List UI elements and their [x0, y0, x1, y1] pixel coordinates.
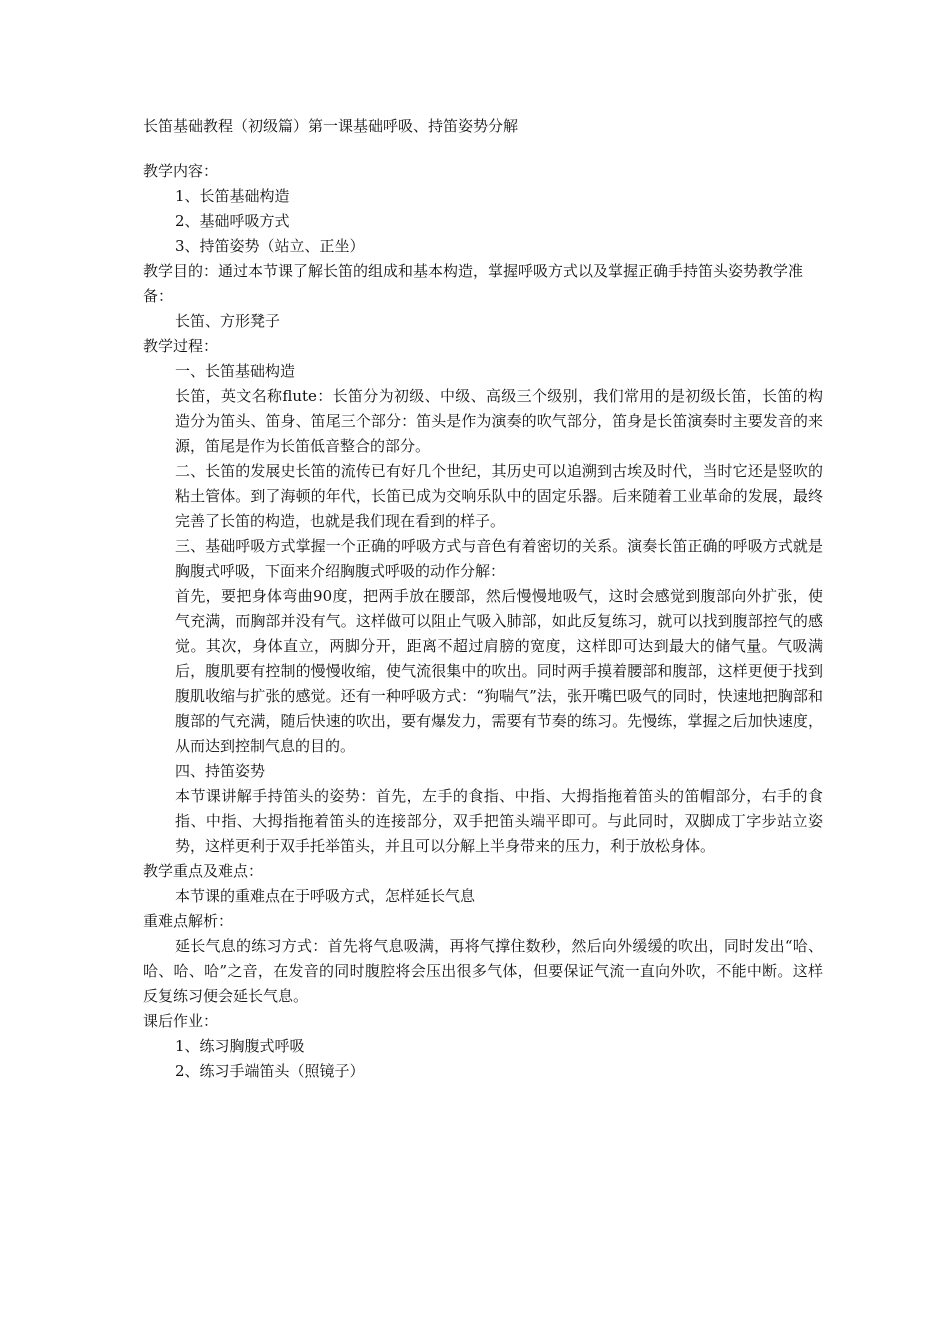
content-item: 3、持笛姿势（站立、正坐）	[175, 237, 365, 255]
content-item: 1、长笛基础构造	[175, 187, 290, 205]
process-heading: 教学过程：	[143, 337, 219, 355]
key-points-body: 本节课的重难点在于呼吸方式，怎样延长气息	[175, 887, 476, 905]
section-3-body: 三、基础呼吸方式掌握一个正确的呼吸方式与音色有着密切的关系。演奏长笛正确的呼吸方式就是胸腹式呼吸，下面来介绍胸腹式呼吸的动作分解：	[175, 537, 823, 580]
spacer	[143, 139, 823, 159]
document-page	[143, 114, 823, 1084]
section-2-body: 二、长笛的发展史长笛的流传已有好几个世纪，其历史可以追溯到古埃及时代，当时它还是竖吹的粘土管体。到了海顿的年代，长笛已成为交响乐队中的固定乐器。后来随着工业革命的发展，最终完善了长笛的构造，也就是我们现在看到的样子。	[175, 462, 823, 530]
teaching-prep: 长笛、方形凳子	[175, 312, 281, 330]
section-1-heading: 一、长笛基础构造	[175, 362, 296, 380]
document-title: 长笛基础教程（初级篇）第一课基础呼吸、持笛姿势分解	[143, 117, 519, 135]
section-3-detail: 首先，要把身体弯曲90度，把两手放在腰部，然后慢慢地吸气，这时会感觉到腹部向外扩张，使气充满，而胸部并没有气。这样做可以阻止气吸入肺部，如此反复练习，就可以找到腹部控气的感觉。其次，身体直立，两脚分开，距离不超过肩膀的宽度，这样即可达到最大的储气量。气吸满后，腹肌要有控制的慢慢收缩，使气流很集中的吹出。同时两手摸着腰部和腹部，这样更便于找到腹肌收缩与扩张的感觉。还有一种呼吸方式：“狗喘气”法，张开嘴巴吸气的同时，快速地把胸部和腹部的气充满，随后快速的吹出，要有爆发力，需要有节奏的练习。先慢练，掌握之后加快速度，从而达到控制气息的目的。	[175, 587, 823, 755]
section-1-body: 长笛，英文名称flute：长笛分为初级、中级、高级三个级别，我们常用的是初级长笛，长笛的构造分为笛头、笛身、笛尾三个部分：笛头是作为演奏的吹气部分，笛身是长笛演奏时主要发音的来源，笛尾是作为长笛低音整合的部分。	[175, 387, 823, 455]
content-heading: 教学内容：	[143, 162, 219, 180]
key-points-heading: 教学重点及难点：	[143, 862, 264, 880]
section-4-heading: 四、持笛姿势	[175, 762, 266, 780]
teaching-goal: 教学目的：通过本节课了解长笛的组成和基本构造，掌握呼吸方式以及掌握正确手持笛头姿势教学准备：	[143, 262, 804, 305]
content-item: 2、基础呼吸方式	[175, 212, 290, 230]
analysis-body: 延长气息的练习方式：首先将气息吸满，再将气撑住数秒，然后向外缓缓的吹出，同时发出“哈、哈、哈、哈”之音，在发音的同时腹腔将会压出很多气体，但要保证气流一直向外吹，不能中断。这样反复练习便会延长气息。	[143, 937, 823, 1005]
analysis-heading: 重难点解析：	[143, 912, 234, 930]
homework-item: 2、练习手端笛头（照镜子）	[175, 1062, 365, 1080]
section-4-body: 本节课讲解手持笛头的姿势：首先，左手的食指、中指、大拇指拖着笛头的笛帽部分，右手的食指、中指、大拇指拖着笛头的连接部分，双手把笛头端平即可。与此同时，双脚成丁字步站立姿势，这样更利于双手托举笛头，并且可以分解上半身带来的压力，利于放松身体。	[175, 787, 823, 855]
homework-heading: 课后作业：	[143, 1012, 219, 1030]
homework-item: 1、练习胸腹式呼吸	[175, 1037, 305, 1055]
